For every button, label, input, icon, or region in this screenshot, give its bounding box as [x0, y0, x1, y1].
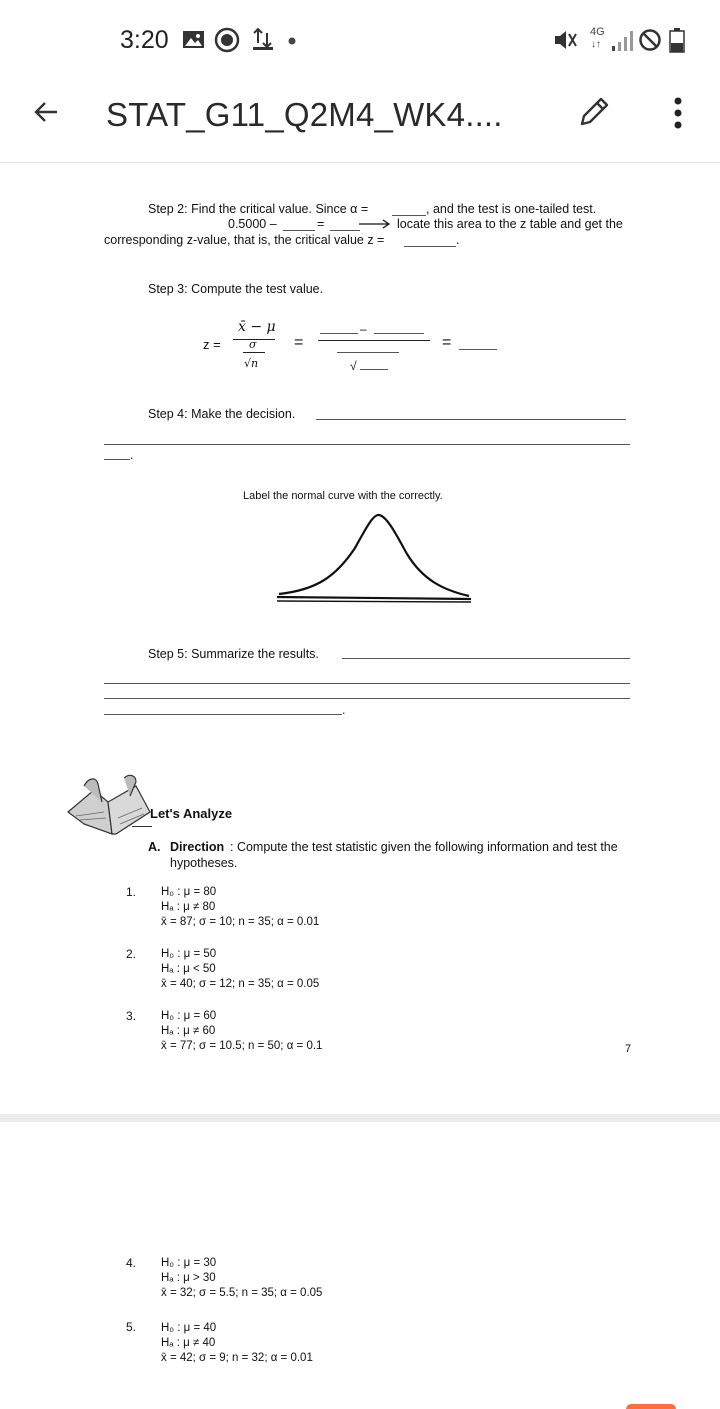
problem-number: 1.	[126, 885, 137, 899]
step5-label: Step 5: Summarize the results.	[148, 647, 319, 661]
given-values: x̄ = 42; σ = 9; n = 32; α = 0.01	[161, 1352, 313, 1364]
step2-blank-1[interactable]	[283, 230, 315, 231]
record-icon	[214, 27, 240, 53]
document-title: STAT_G11_Q2M4_WK4....	[106, 96, 503, 133]
alt-hypothesis: Hₐ : μ ≠ 80	[161, 901, 216, 913]
problem-3	[161, 1009, 322, 1054]
step4-label: Step 4: Make the decision.	[148, 407, 296, 421]
problem-2	[161, 947, 319, 992]
step5-blank-4[interactable]	[104, 714, 342, 715]
formula-minus: –	[360, 322, 367, 336]
signal-icon	[610, 28, 636, 52]
step5-period: .	[342, 703, 346, 717]
step2-prefix: 0.5000 –	[228, 217, 277, 231]
dot-icon	[287, 36, 297, 46]
analyze-heading: Let's Analyze	[150, 806, 233, 821]
step4-blank-2[interactable]	[104, 444, 630, 445]
direction-bold: Direction	[170, 840, 225, 854]
given-values: x̄ = 87; σ = 10; n = 35; α = 0.01	[161, 916, 320, 928]
step2-line3: corresponding z-value, that is, the critical value z =	[104, 233, 385, 247]
formula-numerator: x̄ − μ	[238, 319, 276, 335]
dnd-icon	[638, 28, 662, 52]
edit-pencil-icon[interactable]	[576, 94, 612, 130]
heading-divider	[132, 826, 152, 827]
problem-number: 2.	[126, 947, 137, 961]
normal-curve-diagram	[275, 508, 475, 608]
back-arrow-icon[interactable]	[32, 98, 60, 126]
step5-blank-1[interactable]	[342, 658, 630, 659]
reading-book-icon	[64, 772, 154, 838]
gallery-icon	[182, 29, 206, 51]
step2-period: .	[456, 233, 460, 247]
formula-sqrt-n: √n	[244, 357, 259, 370]
right-arrow-icon	[358, 218, 392, 230]
step5-blank-3[interactable]	[104, 698, 630, 699]
problem-1	[161, 885, 319, 930]
z-equals: z =	[203, 337, 221, 352]
formula-blank-result[interactable]	[459, 349, 497, 350]
alt-hypothesis: Hₐ : μ > 30	[161, 1272, 216, 1284]
mute-icon	[553, 28, 577, 52]
formula-blank-n[interactable]	[360, 369, 388, 370]
fab-edge[interactable]	[626, 1404, 676, 1409]
network-type: 4G	[590, 26, 605, 38]
formula-inner-bar	[243, 352, 265, 353]
step2-line1-end: , and the test is one-tailed test.	[426, 202, 597, 216]
formula-blank-xbar[interactable]	[320, 333, 358, 334]
step2-eq: =	[317, 217, 325, 231]
formula-sqrt: √	[350, 359, 357, 373]
step3-label: Step 3: Compute the test value.	[148, 282, 324, 296]
curve-instruction: Label the normal curve with the correctly.	[243, 490, 443, 502]
step4-period: .	[130, 448, 134, 462]
data-arrows-icon: ↓↑	[591, 39, 601, 50]
formula-fraction-bar-2	[318, 340, 430, 341]
step2-critical-blank[interactable]	[404, 246, 456, 247]
given-values: x̄ = 77; σ = 10.5; n = 50; α = 0.1	[161, 1040, 323, 1052]
step5-blank-2[interactable]	[104, 683, 630, 684]
step2-locate: locate this area to the z table and get the	[397, 217, 623, 231]
formula-blank-sigma[interactable]	[337, 352, 399, 353]
problem-number: 5.	[126, 1320, 137, 1334]
direction-text-2: hypotheses.	[170, 856, 238, 870]
alt-hypothesis: Hₐ : μ ≠ 40	[161, 1337, 216, 1349]
formula-equals-1: =	[294, 334, 304, 351]
step2-line1: Step 2: Find the critical value. Since α =	[148, 202, 369, 216]
page-separator	[0, 1114, 720, 1122]
battery-icon	[668, 27, 686, 53]
null-hypothesis: H₀ : μ = 60	[161, 1010, 217, 1022]
transfer-icon	[250, 27, 276, 53]
formula-equals-2: =	[442, 334, 452, 351]
alt-hypothesis: Hₐ : μ < 50	[161, 963, 216, 975]
null-hypothesis: H₀ : μ = 30	[161, 1257, 217, 1269]
null-hypothesis: H₀ : μ = 80	[161, 886, 217, 898]
step4-blank-1[interactable]	[316, 419, 626, 420]
formula-sigma: σ	[249, 338, 257, 351]
step4-blank-3[interactable]	[104, 459, 130, 460]
step2-blank-2[interactable]	[330, 230, 360, 231]
problem-5	[161, 1321, 313, 1366]
direction-letter: A.	[148, 840, 161, 854]
given-values: x̄ = 40; σ = 12; n = 35; α = 0.05	[161, 978, 320, 990]
direction-text: : Compute the test statistic given the following information and test the	[230, 840, 618, 854]
status-time: 3:20	[120, 26, 169, 54]
status-bar	[0, 0, 720, 82]
page-number: 7	[625, 1043, 632, 1055]
null-hypothesis: H₀ : μ = 40	[161, 1322, 217, 1334]
more-vert-icon[interactable]	[670, 96, 686, 130]
step2-alpha-blank[interactable]	[392, 215, 426, 216]
null-hypothesis: H₀ : μ = 50	[161, 948, 217, 960]
problem-4	[161, 1256, 322, 1301]
problem-number: 3.	[126, 1009, 137, 1023]
alt-hypothesis: Hₐ : μ ≠ 60	[161, 1025, 216, 1037]
given-values: x̄ = 32; σ = 5.5; n = 35; α = 0.05	[161, 1287, 323, 1299]
formula-blank-mu[interactable]	[374, 333, 424, 334]
problem-number: 4.	[126, 1256, 137, 1270]
